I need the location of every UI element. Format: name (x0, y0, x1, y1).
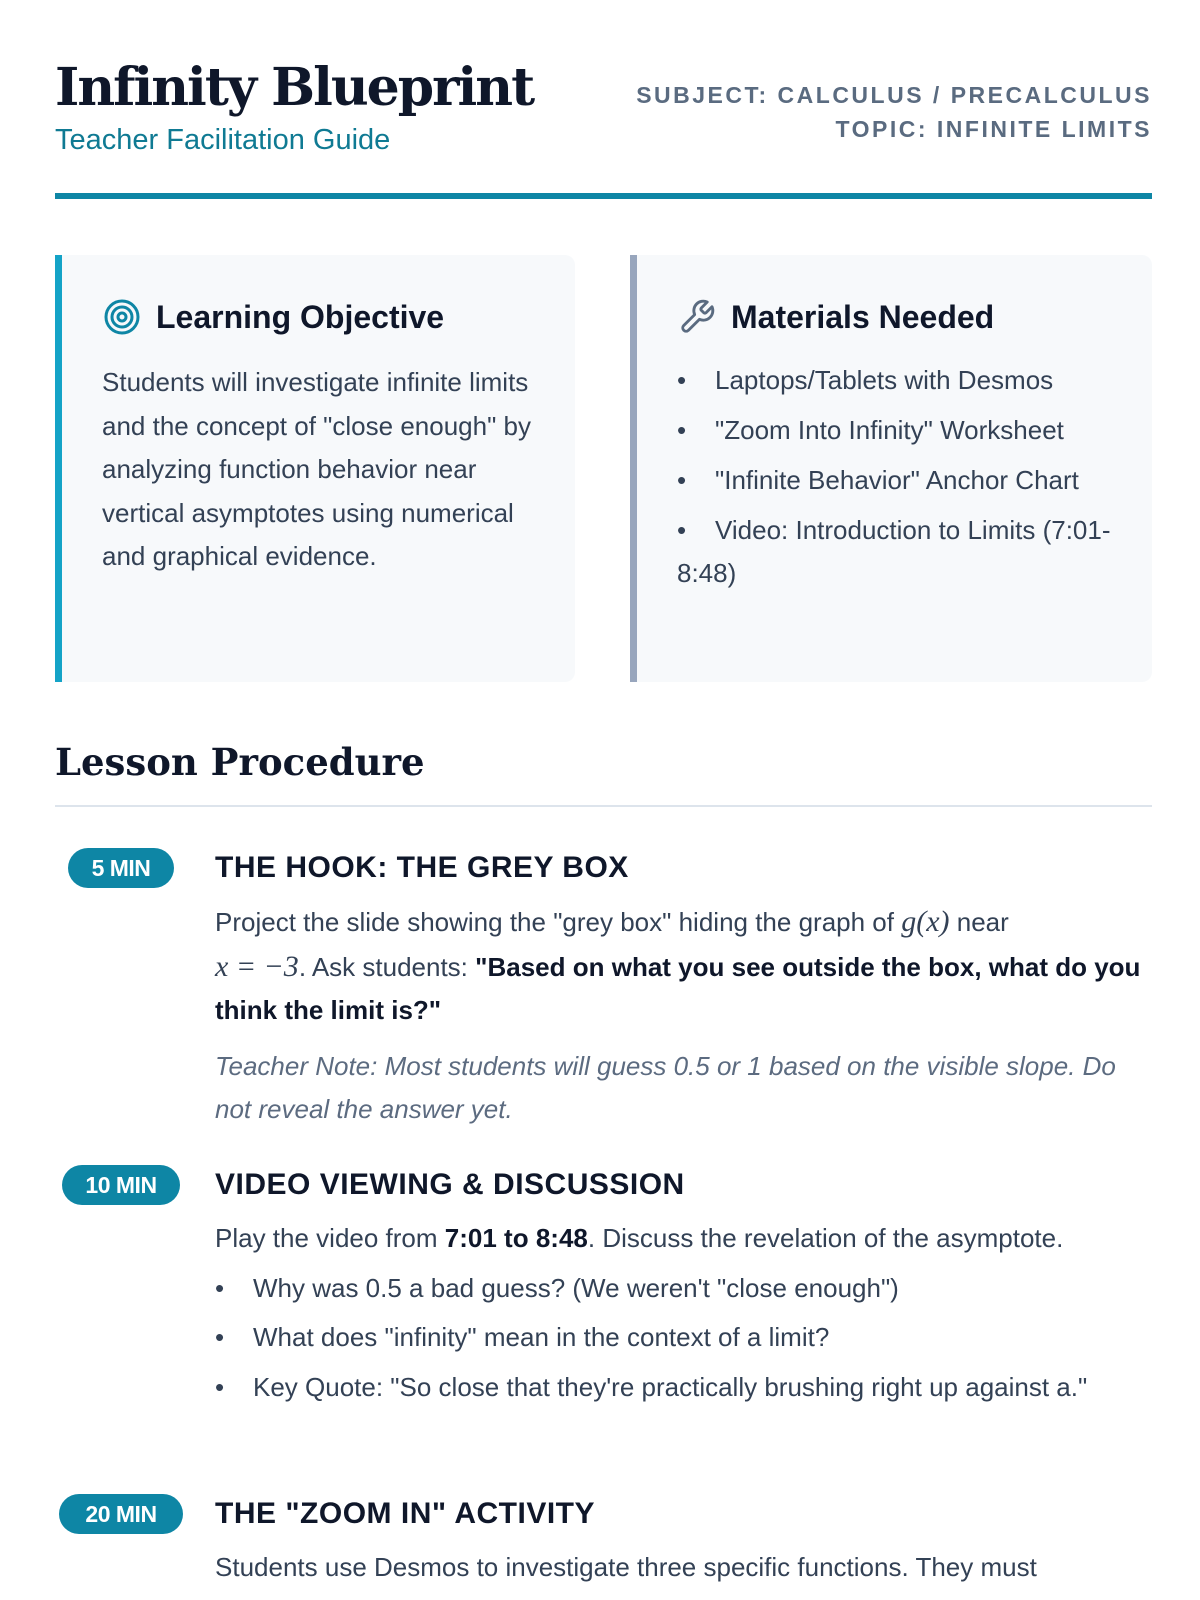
step-title: THE HOOK: THE GREY BOX (215, 851, 629, 884)
list-item: • What does "infinity" mean in the context of a limit? (215, 1316, 1155, 1360)
time-badge: 20 MIN (59, 1494, 183, 1534)
document-subtitle: Teacher Facilitation Guide (55, 124, 391, 156)
discussion-list (215, 1267, 1155, 1410)
materials-list (677, 359, 1114, 595)
materials-header (677, 297, 1114, 337)
step-text: . Discuss the revelation of the asymptote. (587, 1223, 1064, 1253)
learning-objective-card (55, 255, 575, 682)
procedure-step-zoom-activity (55, 1494, 1155, 1600)
step-body (215, 1546, 1155, 1590)
procedure-title: Lesson Procedure (55, 740, 425, 784)
procedure-step-video (55, 1165, 1155, 1455)
learning-objective-text: Students will investigate infinite limits and the concept of "close enough" by analyzing function behavior near vertical asymptotes using numerical and graphical evidence. (102, 367, 531, 571)
learning-objective-title: Learning Objective (156, 298, 445, 335)
learning-objective-header (102, 297, 537, 337)
materials-title: Materials Needed (731, 298, 995, 335)
video-time-range: 7:01 to 8:48 (444, 1223, 588, 1253)
target-icon (102, 297, 142, 337)
teacher-note: Teacher Note: Most students will guess 0.5 or 1 based on the visible slope. Do not reveal the answer yet. (215, 1050, 1116, 1124)
document-title: Infinity Blueprint (55, 57, 534, 118)
topic-label: TOPIC: INFINITE LIMITS (835, 116, 1152, 142)
step-text: near (956, 907, 1009, 937)
list-item: • Key Quote: "So close that they're practically brushing right up against a." (215, 1366, 1155, 1410)
procedure-divider (55, 805, 1152, 807)
time-badge: 10 MIN (62, 1165, 180, 1205)
step-text: Play the video from (215, 1223, 438, 1253)
document-meta (636, 78, 1152, 146)
step-text: Project the slide showing the "grey box" hiding the graph of (215, 907, 894, 937)
step-body (215, 900, 1155, 1132)
header-divider (55, 193, 1152, 199)
document-header (55, 56, 1152, 200)
list-item: • Why was 0.5 a bad guess? (We weren't "close enough") (215, 1267, 1155, 1311)
time-badge: 5 MIN (68, 848, 174, 888)
list-item: • Laptops/Tablets with Desmos (677, 359, 1114, 402)
step-instructions: Students use Desmos to investigate three specific functions. They must (215, 1552, 1037, 1582)
list-item: • "Infinite Behavior" Anchor Chart (677, 459, 1114, 502)
point-expression: x = −3 (215, 949, 299, 983)
step-instructions (215, 1217, 1155, 1261)
list-item: • Video: Introduction to Limits (7:01-8:48) (677, 509, 1114, 595)
step-instructions (215, 900, 1155, 1033)
wrench-icon (677, 297, 717, 337)
step-title: THE "ZOOM IN" ACTIVITY (215, 1497, 595, 1530)
subject-label: SUBJECT: CALCULUS / PRECALCULUS (636, 82, 1152, 108)
function-expression: g(x) (901, 905, 950, 938)
materials-card (630, 255, 1152, 682)
procedure-step-hook (55, 848, 1155, 1124)
discussion-question: "Based on what you see outside the box, what do you think the limit is?" (215, 951, 1141, 1025)
step-body (215, 1217, 1155, 1415)
step-text: . Ask students: (298, 951, 468, 982)
step-title: VIDEO VIEWING & DISCUSSION (215, 1168, 685, 1201)
list-item: • "Zoom Into Infinity" Worksheet (677, 409, 1114, 452)
